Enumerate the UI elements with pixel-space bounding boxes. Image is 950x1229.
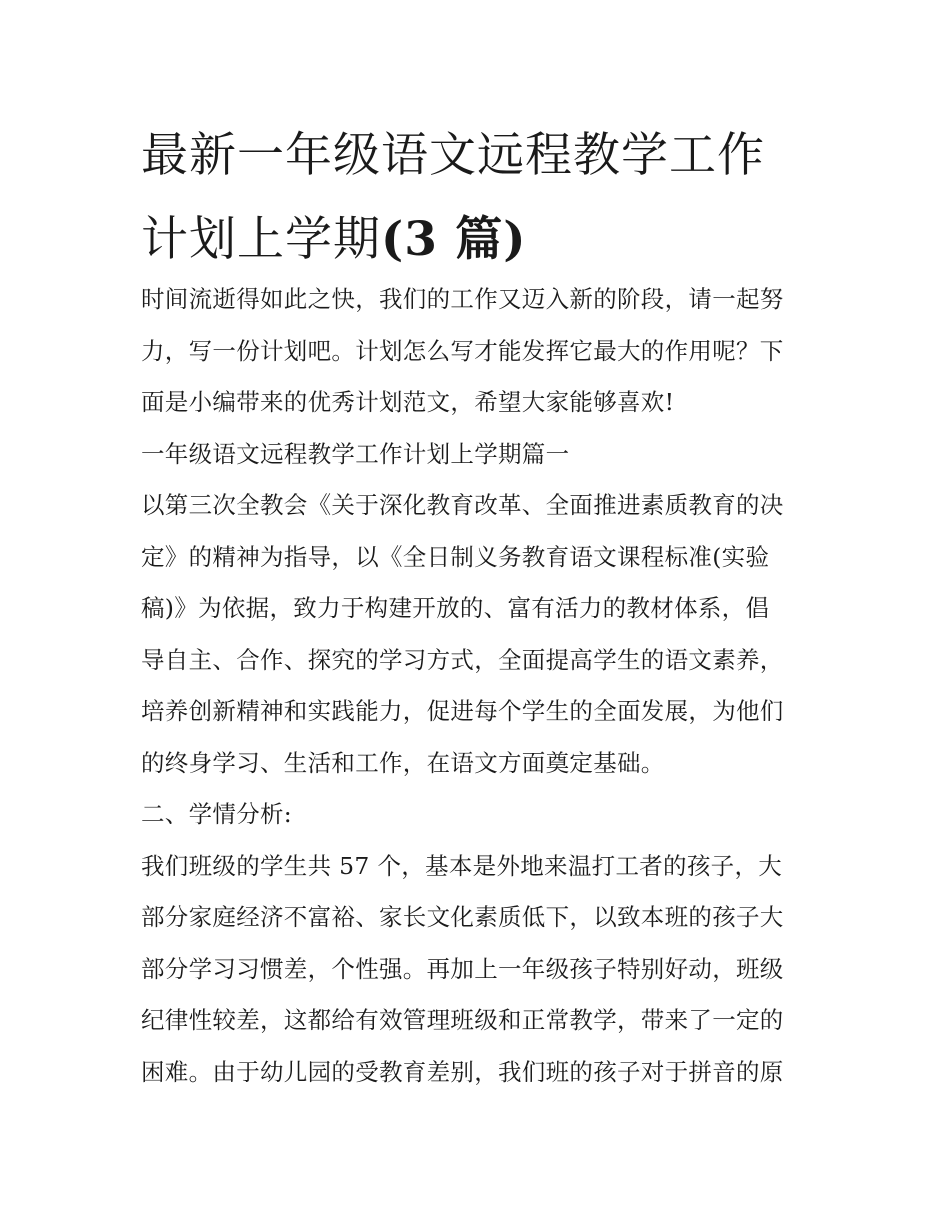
body-line: 纪律性较差，这都给有效管理班级和正常教学，带来了一定的 — [141, 1006, 784, 1034]
body-line: 的终身学习、生活和工作，在语文方面奠定基础。 — [141, 748, 665, 777]
body-line: 困难。由于幼儿园的受教育差别，我们班的孩子对于拼音的原 — [141, 1057, 784, 1086]
document-body — [141, 274, 816, 1098]
body-line: 培养创新精神和实践能力，促进每个学生的全面发展，为他们 — [141, 697, 784, 725]
body-line: 部分家庭经济不富裕、家长文化素质低下，以致本班的孩子大 — [141, 903, 784, 931]
section-heading: 二、学情分析: — [141, 800, 293, 828]
body-line: 部分学习习惯差，个性强。再加上一年级孩子特别好动，班级 — [141, 954, 784, 983]
body-line: 稿)》为依据，致力于构建开放的、富有活力的教材体系，倡 — [141, 594, 770, 622]
section-heading: 一年级语文远程教学工作计划上学期篇一 — [141, 439, 570, 468]
body-line: 我们班级的学生共 57 个，基本是外地来温打工者的孩子，大 — [141, 851, 783, 880]
title-line-2: 计划上学期 — [141, 212, 381, 267]
title-line-1: 最新一年级语文远程教学工作 — [141, 128, 765, 183]
title-line-2-count: (3 篇) — [381, 212, 527, 267]
body-line: 导自主、合作、探究的学习方式，全面提高学生的语文素养， — [141, 645, 784, 674]
body-line: 以第三次全教会《关于深化教育改革、全面推进素质教育的决 — [141, 491, 784, 519]
body-line: 定》的精神为指导，以《全日制义务教育语文课程标准(实验 — [141, 542, 770, 571]
body-line: 时间流逝得如此之快，我们的工作又迈入新的阶段，请一起努 — [141, 285, 784, 313]
body-line: 面是小编带来的优秀计划范文，希望大家能够喜欢! — [141, 388, 675, 416]
document-title — [141, 114, 821, 282]
body-line: 力，写一份计划吧。计划怎么写才能发挥它最大的作用呢？下 — [141, 336, 784, 365]
